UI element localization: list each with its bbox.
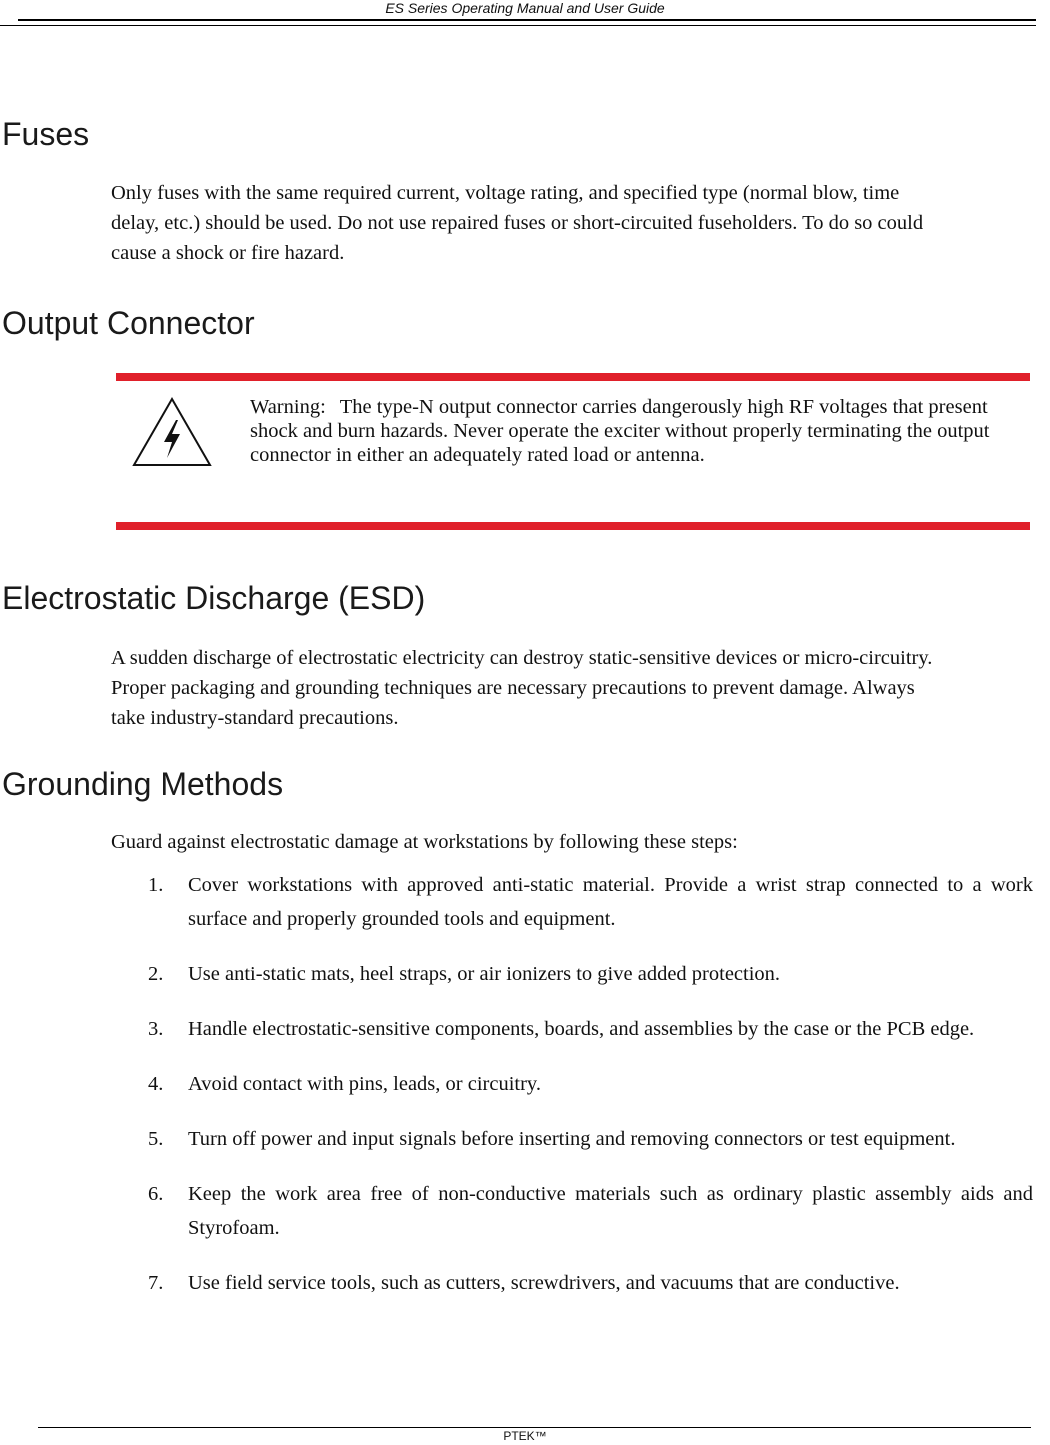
step-number: 3.: [148, 1018, 164, 1040]
warning-notice: [250, 395, 1035, 467]
list-item: [148, 1177, 1033, 1245]
list-item: [148, 1122, 1033, 1156]
heading-grounding-methods: Grounding Methods: [2, 766, 284, 802]
grounding-intro: Guard against electrostatic damage at workstations by following these steps:: [111, 831, 738, 853]
list-item: [148, 868, 1033, 936]
warning-label: Warning:: [250, 396, 326, 418]
page-header-title: ES Series Operating Manual and User Guide: [385, 0, 665, 16]
warning-bar-bottom: [116, 522, 1030, 530]
footer-brand: PTEK™: [503, 1429, 547, 1443]
step-number: 1.: [148, 874, 164, 896]
step-text: Use anti-static mats, heel straps, or air ionizers to give added protection.: [188, 963, 781, 985]
step-text: Use field service tools, such as cutters, screwdrivers, and vacuums that are conductive.: [188, 1272, 900, 1294]
step-text: Avoid contact with pins, leads, or circuitry.: [188, 1073, 541, 1095]
warning-bar-top: [116, 373, 1030, 381]
high-voltage-warning-icon: [132, 396, 212, 468]
list-item: [148, 1266, 1033, 1300]
header-rule: [18, 19, 1036, 21]
footer-rule: [38, 1427, 1031, 1428]
step-number: 7.: [148, 1272, 164, 1294]
step-text: Turn off power and input signals before inserting and removing connectors or test equipment.: [188, 1128, 956, 1150]
step-text: Keep the work area free of non-conductive materials such as ordinary plastic assembly aids and Styrofoam.: [188, 1183, 1033, 1239]
grounding-steps-list: [148, 868, 1033, 1321]
step-number: 2.: [148, 963, 164, 985]
list-item: [148, 1012, 1033, 1046]
heading-fuses: Fuses: [2, 116, 90, 152]
esd-paragraph: A sudden discharge of electrostatic electricity can destroy static-sensitive devices or micro-circuitry. Proper packaging and grounding techniques are necessary precautions to prevent damage. Always take industry-standard precautions.: [111, 647, 933, 729]
heading-esd: Electrostatic Discharge (ESD): [2, 580, 426, 616]
heading-output-connector: Output Connector: [2, 305, 255, 341]
fuses-paragraph: Only fuses with the same required current, voltage rating, and specified type (normal blow, time delay, etc.) should be used. Do not use repaired fuses or short-circuited fuseholders. To do so could cause a shock or fire hazard.: [111, 182, 924, 264]
list-item: [148, 1067, 1033, 1101]
list-item: [148, 957, 1033, 991]
step-number: 5.: [148, 1128, 164, 1150]
header-rule-thin: [0, 25, 1036, 26]
step-number: 4.: [148, 1073, 164, 1095]
warning-text: The type-N output connector carries dangerously high RF voltages that present shock and burn hazards. Never operate the exciter without properly terminating the output connector in either an adequately rated load or antenna.: [250, 396, 990, 466]
step-text: Cover workstations with approved anti-static material. Provide a wrist strap connected to a work surface and properly grounded tools and equipment.: [188, 874, 1033, 930]
step-number: 6.: [148, 1183, 164, 1205]
step-text: Handle electrostatic-sensitive components, boards, and assemblies by the case or the PCB edge.: [188, 1018, 975, 1040]
